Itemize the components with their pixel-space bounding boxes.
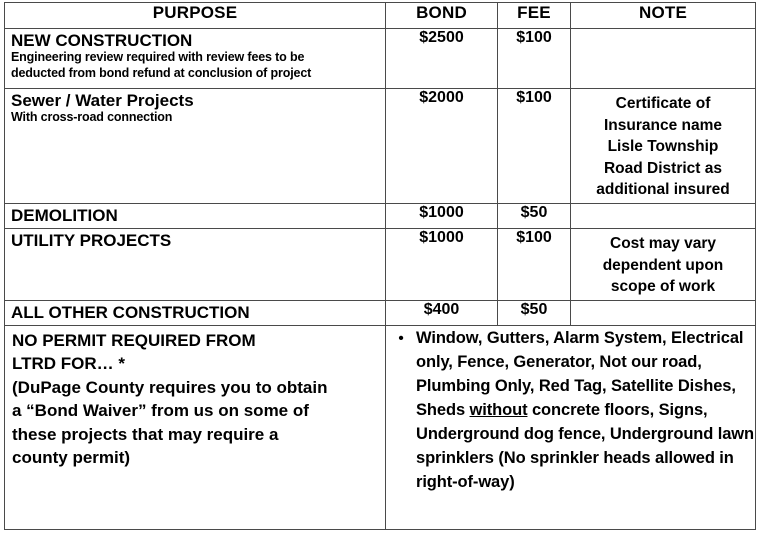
purpose-subtext-line-1: With cross-road connection <box>11 110 173 124</box>
cell-fee: $100 <box>498 229 571 301</box>
table-row <box>5 204 756 229</box>
no-permit-line: (DuPage County requires you to obtain <box>12 377 328 397</box>
cell-bond: $2000 <box>386 89 498 204</box>
cell-note <box>571 300 756 325</box>
table-row <box>5 29 756 89</box>
list-item <box>386 326 755 494</box>
table-row <box>5 229 756 301</box>
cell-note <box>571 204 756 229</box>
cell-bond: $1000 <box>386 204 498 229</box>
purpose-title: ALL OTHER CONSTRUCTION <box>11 302 250 322</box>
note-line: Insurance name <box>603 116 723 134</box>
cell-fee: $100 <box>498 89 571 204</box>
table-body <box>5 29 756 530</box>
column-header-bond: BOND <box>386 3 498 29</box>
table-row <box>5 300 756 325</box>
permit-fee-table <box>4 2 756 530</box>
cell-purpose <box>5 204 386 229</box>
no-permit-line: a “Bond Waiver” from us on some of <box>12 401 309 420</box>
cell-purpose <box>5 300 386 325</box>
note-text-block <box>571 229 755 300</box>
note-text-block <box>571 89 755 203</box>
cell-purpose <box>5 229 386 301</box>
note-line: Lisle Township <box>607 138 719 155</box>
cell-fee: $50 <box>498 204 571 229</box>
table-header-row <box>5 3 756 29</box>
no-permit-text-block <box>5 326 385 472</box>
exemption-text-underlined: without <box>469 400 528 419</box>
exemption-list-text <box>416 326 755 494</box>
table-row <box>5 89 756 204</box>
no-permit-line: NO PERMIT REQUIRED FROM <box>12 330 256 350</box>
note-line: additional insured <box>596 181 730 198</box>
column-header-purpose: PURPOSE <box>5 3 386 29</box>
cell-bond: $1000 <box>386 229 498 301</box>
cell-note <box>571 89 756 204</box>
purpose-subtext-line-1: Engineering review required with review fees to be <box>11 50 305 64</box>
cell-no-permit-exemptions <box>386 325 756 530</box>
bullet-point-icon: • <box>398 329 404 347</box>
purpose-title: Sewer / Water Projects <box>11 91 194 110</box>
cell-bond: $400 <box>386 300 498 325</box>
cell-no-permit-purpose <box>5 325 386 530</box>
no-permit-line: county permit) <box>12 448 131 467</box>
cell-purpose <box>5 29 386 89</box>
cell-fee: $100 <box>498 29 571 89</box>
cell-note <box>571 229 756 301</box>
note-line: Certificate of <box>615 95 711 112</box>
exemption-text-part-1: Window, Gutters, Alarm System, Electrical only, Fence, Generator, Not our road, Plumbing Only, Red Tag, Satellite Dishes, Sheds <box>416 328 744 419</box>
purpose-subtext-line-2: deducted from bond refund at conclusion of project <box>11 65 312 80</box>
no-permit-line: these projects that may require a <box>12 424 279 444</box>
purpose-title: DEMOLITION <box>11 206 118 225</box>
note-line: Cost may vary <box>610 235 716 252</box>
column-header-fee: FEE <box>498 3 571 29</box>
no-permit-line: LTRD FOR… * <box>12 354 126 373</box>
exemption-text-part-2: concrete floors, Signs, Underground dog fence, Underground lawn sprinklers (No sprinkler heads allowed in right-of-way) <box>416 400 755 491</box>
note-line: scope of work <box>610 278 716 295</box>
cell-note <box>571 29 756 89</box>
table-header <box>5 3 756 29</box>
purpose-title: UTILITY PROJECTS <box>11 231 172 250</box>
cell-fee: $50 <box>498 300 571 325</box>
note-line: dependent upon <box>602 256 724 274</box>
column-header-note: NOTE <box>571 3 756 29</box>
cell-purpose <box>5 89 386 204</box>
note-line: Road District as <box>603 159 722 177</box>
table-row-no-permit <box>5 325 756 530</box>
cell-bond: $2500 <box>386 29 498 89</box>
purpose-title: NEW CONSTRUCTION <box>11 31 193 50</box>
